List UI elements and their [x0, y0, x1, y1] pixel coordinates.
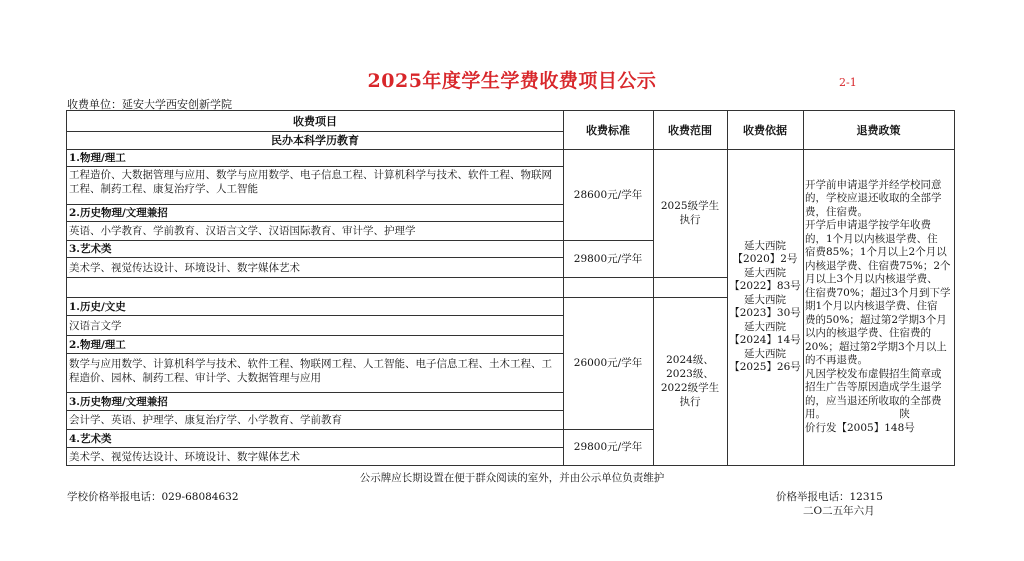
grid-line	[563, 111, 564, 465]
group1-scope: 2025级学生执行	[660, 200, 720, 226]
grid-line	[67, 447, 563, 448]
refund-line: 以内的核退学费、住宿费的	[805, 327, 931, 340]
refund-line: 价行发【2005】148号	[805, 421, 915, 434]
header-item: 收费项目	[293, 115, 337, 128]
charging-unit: 收费单位：延安大学西安创新学院	[67, 98, 232, 111]
refund-line: 的，1个月以内核退学费、住	[805, 232, 938, 245]
header-scope: 收费范围	[668, 124, 712, 137]
refund-line: 宿费85%；1个月以上2个月以	[805, 246, 947, 259]
refund-line: 20%；超过第2学期3个月以上	[805, 340, 947, 353]
group1-majors-1: 工程造价、大数据管理与应用、数学与应用数学、电子信息工程、计算机科学与技术、软件工程、物联网工程、制药工程、康复治疗学、人工智能	[69, 169, 552, 195]
basis-line: 延大西院	[744, 320, 786, 333]
grid-line	[67, 131, 563, 132]
basis-line: 延大西院	[744, 293, 786, 306]
grid-line	[67, 240, 653, 241]
group2-majors-3: 会计学、英语、护理学、康复治疗学、小学教育、学前教育	[69, 414, 342, 426]
grid-line	[67, 277, 727, 278]
header-refund: 退费政策	[856, 124, 901, 137]
group2-category-2: 2.物理/理工	[69, 338, 126, 351]
header-category: 民办本科学历教育	[271, 134, 359, 147]
refund-line: 开学后申请退学按学年收费	[805, 219, 931, 232]
group2-category-1: 1.历史/文史	[69, 300, 126, 313]
basis-line: 延大西院	[744, 239, 786, 252]
price-report-phone: 价格举报电话：12315	[776, 491, 883, 503]
basis-line: 【2025】26号	[729, 361, 801, 373]
grid-line	[67, 204, 563, 205]
refund-line: 用。 陕	[805, 408, 910, 421]
basis-line: 【2020】2号	[732, 253, 798, 265]
grid-line	[67, 410, 563, 411]
group2-category-3: 3.历史物理/文理兼招	[69, 395, 168, 408]
header-basis: 收费依据	[743, 124, 787, 137]
group1-category-2: 2.历史物理/文理兼招	[69, 207, 168, 219]
basis-line: 延大西院	[744, 266, 786, 279]
grid-line	[803, 111, 804, 465]
fee-basis	[727, 149, 803, 465]
group2-majors-1: 汉语言文学	[69, 319, 122, 332]
basis-line: 【2022】83号	[729, 280, 801, 292]
grid-line	[67, 315, 563, 316]
grid-line	[653, 111, 654, 465]
fee-table	[66, 110, 955, 466]
refund-line: 招生广告等原因造成学生退学	[805, 381, 942, 394]
group2-scope: 2024级、2023级、2022级学生执行	[660, 354, 720, 408]
grid-line	[727, 111, 728, 465]
group1-majors-3: 美术学、视觉传达设计、环境设计、数字媒体艺术	[69, 261, 300, 274]
publish-date: 二O二五年六月	[803, 505, 875, 517]
refund-line: 开学前申请退学并经学校同意	[805, 178, 942, 191]
grid-line	[67, 257, 563, 258]
refund-line: 内核退学费、住宿费75%；2个	[805, 259, 951, 272]
refund-line: 月以上3个月以内核退学费、	[805, 273, 938, 286]
grid-line	[67, 297, 727, 298]
refund-line: 的，学校应退还收取的全部学	[805, 192, 942, 205]
group2-fee-standard: 26000元/学年	[573, 357, 643, 369]
group1-category-1: 1.物理/理工	[69, 152, 126, 164]
group1-fee-standard: 28600元/学年	[573, 188, 643, 201]
refund-line: 凡因学校发布虚假招生简章或	[805, 367, 942, 380]
basis-line: 【2023】30号	[729, 307, 801, 319]
grid-line	[67, 392, 563, 393]
basis-line: 延大西院	[744, 347, 786, 360]
refund-line: 期1个月以内核退学费、住宿	[805, 300, 938, 313]
group1-majors-2: 英语、小学教育、学前教育、汉语言文学、汉语国际教育、审计学、护理学	[69, 225, 416, 237]
page-title: 2025年度学生学费收费项目公示	[367, 70, 657, 92]
grid-line	[67, 149, 954, 150]
grid-line	[67, 221, 563, 222]
group1-category-3: 3.艺术类	[69, 243, 112, 255]
grid-line	[67, 429, 653, 430]
group2-fee-art: 29800元/学年	[573, 441, 643, 453]
grid-line	[67, 335, 563, 336]
refund-line: 费，住宿费。	[805, 205, 868, 218]
page-code: 2-1	[839, 76, 857, 89]
group2-majors-2: 数学与应用数学、计算机科学与技术、软件工程、物联网工程、人工智能、电子信息工程、土木工程、工程造价、园林、制药工程、审计学、大数据管理与应用	[69, 358, 552, 384]
refund-line: 费的50%；超过第2学期3个月	[805, 313, 947, 326]
group2-category-4: 4.艺术类	[69, 432, 112, 445]
header-standard: 收费标准	[586, 124, 630, 137]
footer-note: 公示牌应长期设置在便于群众阅读的室外，并由公示单位负责维护	[359, 472, 665, 484]
school-report-phone: 学校价格举报电话：029-68084632	[67, 491, 239, 503]
refund-line: 住宿费70%；超过3个月到下学	[805, 286, 951, 299]
basis-line: 【2024】14号	[729, 334, 801, 346]
grid-line	[67, 166, 563, 167]
group1-fee-art: 29800元/学年	[573, 252, 643, 265]
refund-line: 的，应当退还所收取的全部费	[805, 394, 942, 407]
refund-line: 的不再退费。	[805, 354, 868, 367]
group2-majors-4: 美术学、视觉传达设计、环境设计、数字媒体艺术	[69, 450, 300, 463]
refund-policy	[803, 149, 954, 465]
grid-line	[67, 353, 563, 354]
